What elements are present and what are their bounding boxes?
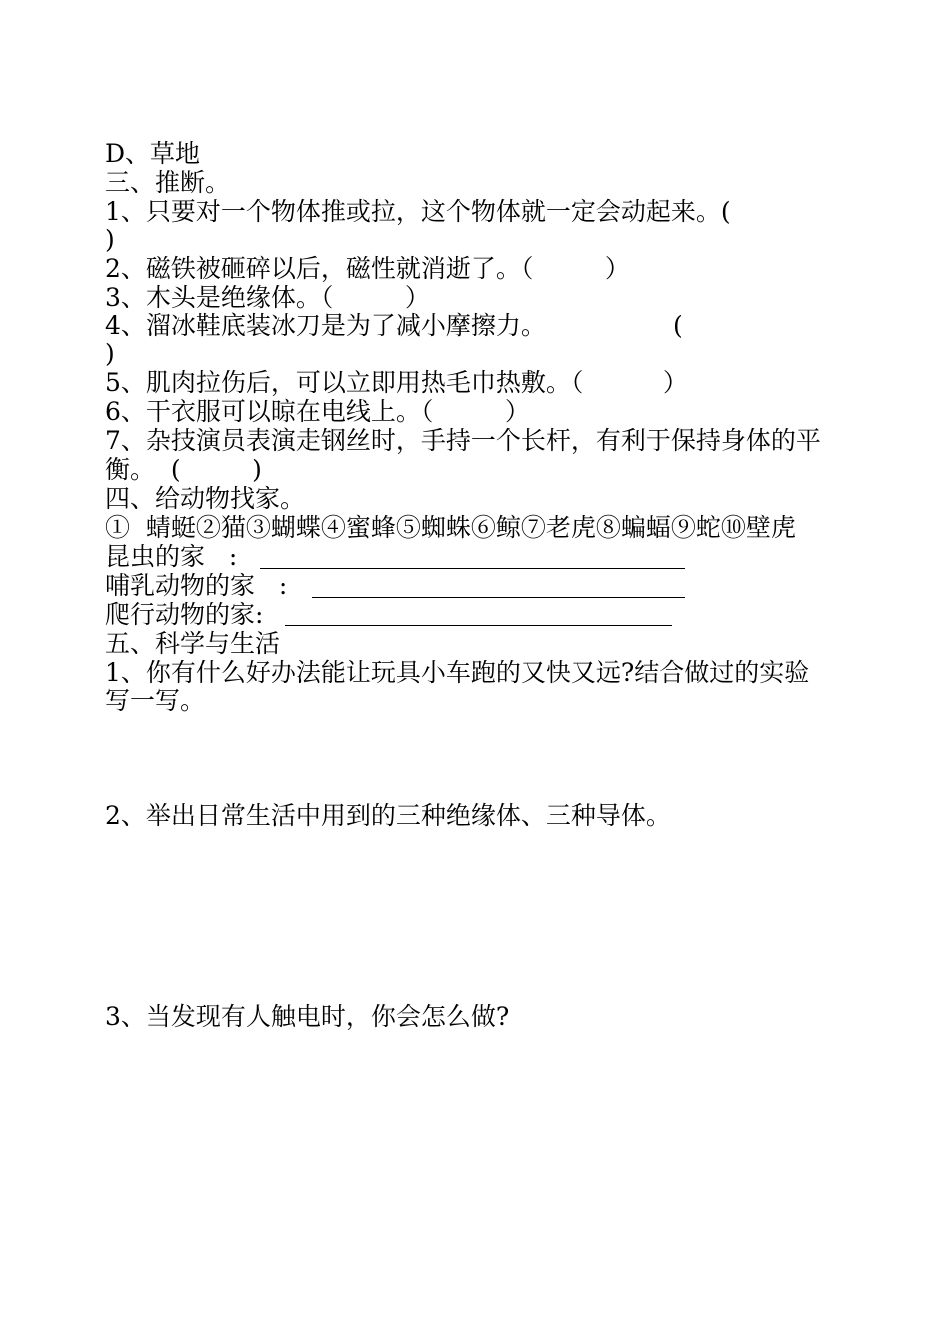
- reptile-home-blank[interactable]: [285, 625, 672, 626]
- mammal-home-blank[interactable]: [312, 597, 685, 598]
- option-d: D、草地: [105, 139, 201, 168]
- section-heading-animals: 四、给动物找家。: [105, 484, 306, 513]
- reptile-home-label: 爬行动物的家:: [105, 600, 264, 629]
- section-heading-science-life: 五、科学与生活: [105, 629, 281, 658]
- insect-home-label: 昆虫的家 :: [105, 542, 238, 571]
- question-2: 2、磁铁被砸碎以后，磁性就消逝了。（ ）: [105, 254, 630, 283]
- question-3: 3、木头是绝缘体。（ ）: [105, 283, 430, 312]
- question-7: 7、杂技演员表演走钢丝时，手持一个长杆，有利于保持身体的平: [105, 426, 821, 455]
- animal-list: ① 蜻蜓②猫③蝴蝶④蜜蜂⑤蜘蛛⑥鲸⑦老虎⑧蝙蝠⑨蛇⑩壁虎: [105, 513, 796, 542]
- question-4-paren: ): [105, 339, 115, 368]
- life-question-2: 2、举出日常生活中用到的三种绝缘体、三种导体。: [105, 801, 671, 830]
- life-question-1: 1、你有什么好办法能让玩具小车跑的又快又远?结合做过的实验: [105, 658, 810, 687]
- question-7-cont: 衡。 ( ): [105, 455, 262, 484]
- question-1: 1、只要对一个物体推或拉，这个物体就一定会动起来。(: [105, 197, 731, 226]
- mammal-home-label: 哺乳动物的家 :: [105, 571, 288, 600]
- question-5: 5、肌肉拉伤后，可以立即用热毛巾热敷。（ ）: [105, 368, 688, 397]
- question-4: 4、溜冰鞋底装冰刀是为了减小摩擦力。 (: [105, 311, 683, 340]
- section-heading-judgment: 三、推断。: [105, 168, 231, 197]
- life-question-1-cont: 写一写。: [105, 686, 206, 715]
- question-6: 6、干衣服可以晾在电线上。（ ）: [105, 397, 530, 426]
- question-1-paren: ): [105, 225, 115, 254]
- life-question-3: 3、当发现有人触电时，你会怎么做?: [105, 1002, 510, 1031]
- insect-home-blank[interactable]: [260, 568, 685, 569]
